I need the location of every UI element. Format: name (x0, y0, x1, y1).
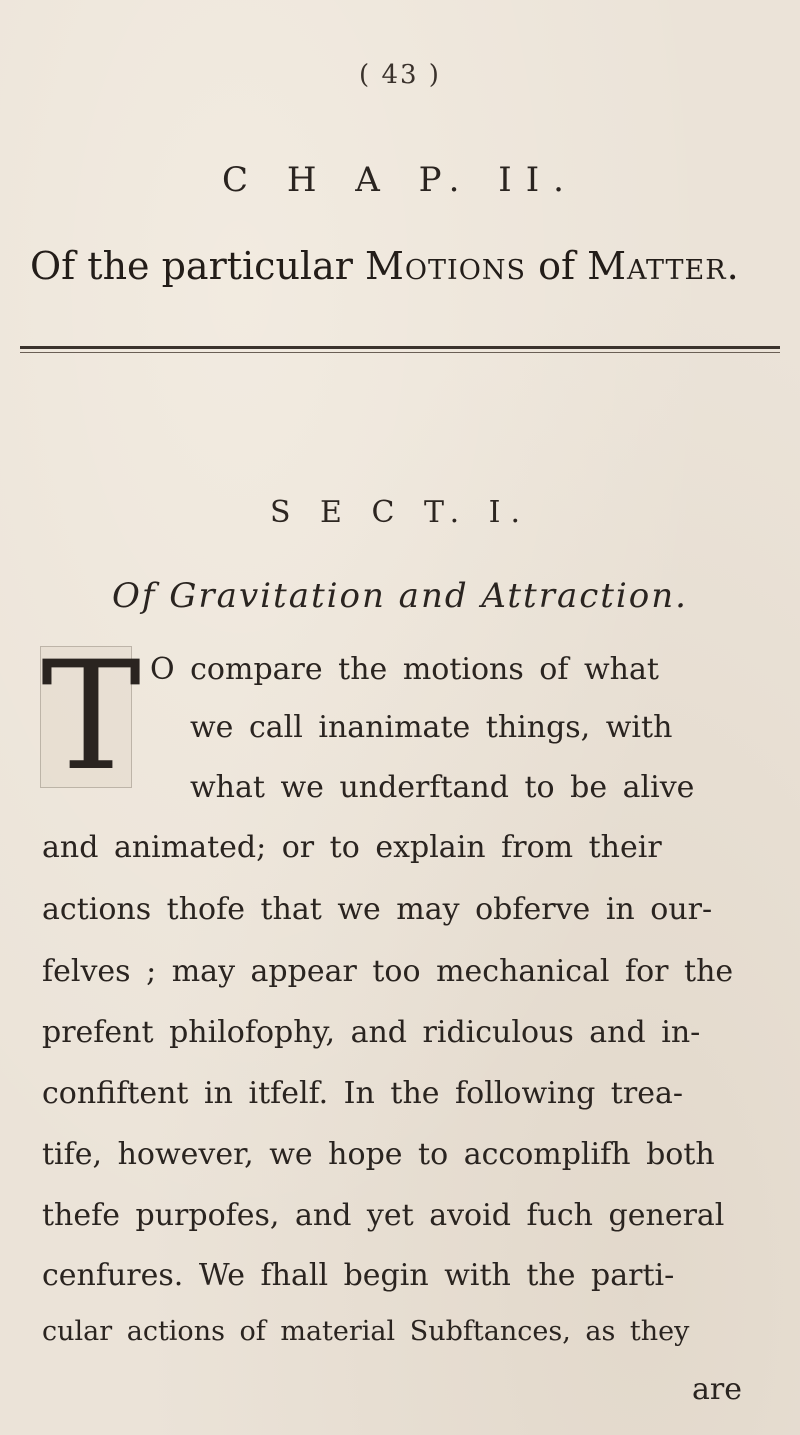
page-number: ( 43 ) (359, 60, 441, 90)
chapter-subtitle-middle: of (525, 244, 588, 288)
text-line-4: and animated; or to explain from their (42, 830, 662, 865)
chapter-subtitle-prefix: Of the particular (30, 244, 365, 288)
catchword: are (692, 1372, 742, 1407)
text-line-11: cenfures. We fhall begin with the parti- (42, 1258, 675, 1293)
chapter-subtitle (30, 244, 770, 288)
chapter-subtitle-word-matter: Matter. (587, 244, 740, 288)
chapter-subtitle-word-motions: Motions (365, 244, 526, 288)
text-line-1: O compare the motions of what (150, 652, 659, 687)
text-line-8: confiftent in itfelf. In the following trea- (42, 1076, 683, 1111)
chapter-heading: C H A P. II. (222, 160, 578, 200)
text-line-2: we call inanimate things, with (190, 710, 673, 745)
text-line-5: actions thofe that we may obferve in our- (42, 892, 713, 927)
text-line-6: felves ; may appear too mechanical for the (42, 954, 734, 989)
drop-cap: T (41, 630, 142, 804)
text-line-12: cular actions of material Subftances, as they (42, 1316, 690, 1347)
text-line-10: thefe purpofes, and yet avoid fuch general (42, 1198, 725, 1233)
text-line-9: tife, however, we hope to accomplifh both (42, 1137, 715, 1172)
text-line-7: prefent philofophy, and ridiculous and in- (42, 1015, 701, 1050)
section-title: Of Gravitation and Attraction. (112, 576, 688, 616)
text-line-3: what we underftand to be alive (190, 770, 695, 805)
section-heading: S E C T. I. (269, 495, 531, 530)
double-rule-divider (20, 346, 780, 353)
